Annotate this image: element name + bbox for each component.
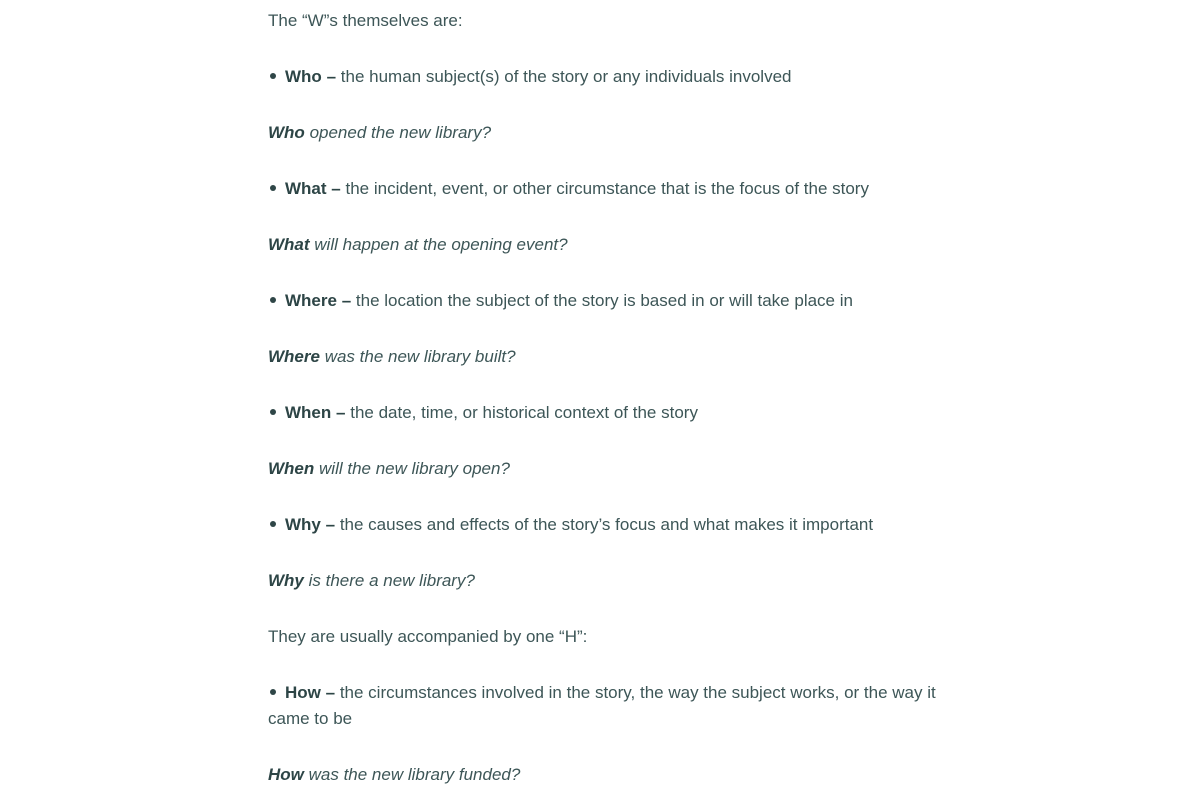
example-term: When bbox=[268, 459, 315, 478]
bullet-dot-icon bbox=[270, 521, 276, 527]
example-term: What bbox=[268, 235, 310, 254]
example-term: Where bbox=[268, 347, 320, 366]
bullet-item-how bbox=[268, 680, 938, 732]
example-text: is there a new library? bbox=[308, 571, 475, 590]
h-intro-text: They are usually accompanied by one “H”: bbox=[268, 627, 588, 646]
bullet-term: Why bbox=[285, 515, 321, 534]
example-text: opened the new library? bbox=[309, 123, 492, 142]
bullet-item-what bbox=[268, 176, 938, 202]
article-body bbox=[268, 0, 938, 788]
example-how bbox=[268, 762, 938, 788]
example-term: How bbox=[268, 765, 304, 784]
bullet-dot-icon bbox=[270, 297, 276, 303]
bullet-item-why bbox=[268, 512, 938, 538]
bullet-definition: the location the subject of the story is based in or will take place in bbox=[355, 291, 853, 310]
bullet-item-when bbox=[268, 400, 938, 426]
bullet-dash: – bbox=[325, 683, 336, 702]
example-what bbox=[268, 232, 938, 258]
bullet-dot-icon bbox=[270, 185, 276, 191]
bullet-definition: the causes and effects of the story’s focus and what makes it important bbox=[339, 515, 874, 534]
bullet-definition: the human subject(s) of the story or any individuals involved bbox=[340, 67, 792, 86]
bullet-dash: – bbox=[326, 67, 337, 86]
bullet-term: What bbox=[285, 179, 327, 198]
bullet-term: When bbox=[285, 403, 332, 422]
example-term: Who bbox=[268, 123, 305, 142]
example-why bbox=[268, 568, 938, 594]
bullet-term: How bbox=[285, 683, 321, 702]
bullet-item-who bbox=[268, 64, 938, 90]
bullet-dash: – bbox=[341, 291, 352, 310]
bullet-dot-icon bbox=[270, 409, 276, 415]
bullet-dot-icon bbox=[270, 73, 276, 79]
bullet-definition: the incident, event, or other circumstance that is the focus of the story bbox=[345, 179, 869, 198]
example-when bbox=[268, 456, 938, 482]
example-text: will happen at the opening event? bbox=[314, 235, 568, 254]
bullet-term: Where bbox=[285, 291, 337, 310]
bullet-definition: the date, time, or historical context of the story bbox=[350, 403, 698, 422]
bullet-dot-icon bbox=[270, 689, 276, 695]
example-text: was the new library built? bbox=[324, 347, 516, 366]
example-term: Why bbox=[268, 571, 304, 590]
bullet-definition: the circumstances involved in the story, the way the subject works, or the way it came to be bbox=[268, 683, 936, 728]
bullet-term: Who bbox=[285, 67, 322, 86]
example-who bbox=[268, 120, 938, 146]
bullet-dash: – bbox=[325, 515, 336, 534]
bullet-dash: – bbox=[331, 179, 341, 198]
example-text: was the new library funded? bbox=[308, 765, 521, 784]
example-text: will the new library open? bbox=[319, 459, 510, 478]
example-where bbox=[268, 344, 938, 370]
intro-text: The “W”s themselves are: bbox=[268, 11, 463, 30]
bullet-item-where bbox=[268, 288, 938, 314]
bullet-dash: – bbox=[336, 403, 346, 422]
